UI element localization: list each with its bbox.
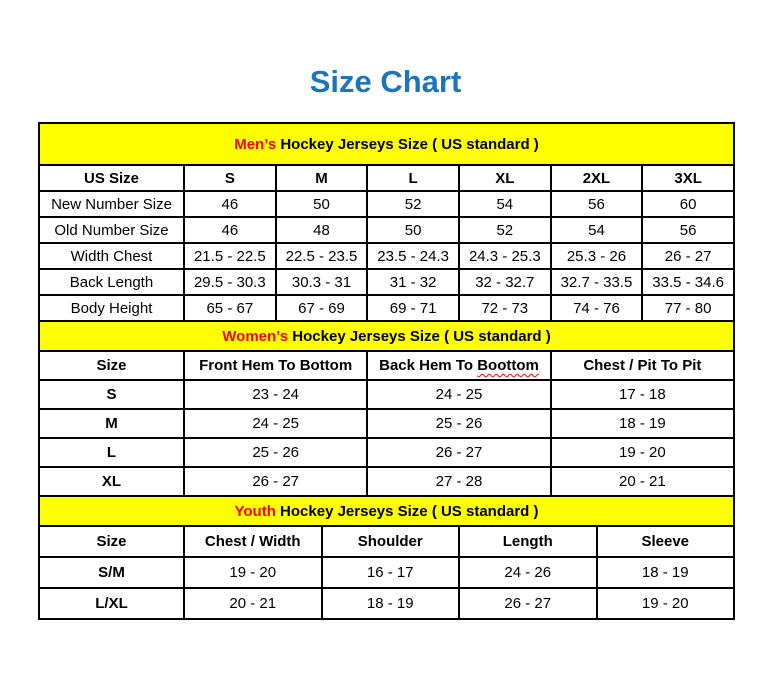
value-cell: 60 (642, 191, 734, 217)
value-cell: 23.5 - 24.3 (367, 243, 459, 269)
value-cell: 77 - 80 (642, 295, 734, 321)
row-label-cell: New Number Size (39, 191, 184, 217)
header-cell: 3XL (642, 165, 734, 191)
value-cell: 26 - 27 (184, 467, 367, 496)
row-label-cell: Body Height (39, 295, 184, 321)
mens-banner-highlight: Men’s (234, 135, 277, 153)
header-cell: Sleeve (597, 526, 735, 557)
value-cell: 19 - 20 (184, 557, 322, 588)
table-row (39, 191, 734, 217)
value-cell: 50 (367, 217, 459, 243)
row-label-cell: L (39, 438, 184, 467)
header-cell: Chest / Width (184, 526, 322, 557)
value-cell: 56 (551, 191, 643, 217)
table-row (39, 557, 734, 588)
value-cell: 56 (642, 217, 734, 243)
header-cell: Shoulder (322, 526, 460, 557)
value-cell: 30.3 - 31 (276, 269, 368, 295)
value-cell: 19 - 20 (597, 588, 735, 619)
row-label-cell: S/M (39, 557, 184, 588)
header-cell: XL (459, 165, 551, 191)
misspelled-word: Boottom (477, 357, 539, 374)
value-cell: 18 - 19 (551, 409, 734, 438)
value-cell: 21.5 - 22.5 (184, 243, 276, 269)
header-cell: US Size (39, 165, 184, 191)
value-cell: 33.5 - 34.6 (642, 269, 734, 295)
value-cell: 25 - 26 (184, 438, 367, 467)
value-cell: 54 (551, 217, 643, 243)
header-cell: M (276, 165, 368, 191)
youth-banner-row (39, 496, 734, 526)
value-cell: 25.3 - 26 (551, 243, 643, 269)
value-cell: 29.5 - 30.3 (184, 269, 276, 295)
value-cell: 17 - 18 (551, 380, 734, 409)
value-cell: 46 (184, 217, 276, 243)
row-label-cell: XL (39, 467, 184, 496)
womens-size-table (38, 320, 735, 497)
table-row (39, 380, 734, 409)
youth-section-banner: Youth Hockey Jerseys Size ( US standard ) (39, 496, 734, 526)
page-title: Size Chart (309, 64, 462, 99)
table-row (39, 295, 734, 321)
value-cell: 74 - 76 (551, 295, 643, 321)
table-row (39, 243, 734, 269)
row-label-cell: S (39, 380, 184, 409)
value-cell: 25 - 26 (367, 409, 550, 438)
value-cell: 31 - 32 (367, 269, 459, 295)
row-label-cell: Back Length (39, 269, 184, 295)
table-row (39, 588, 734, 619)
value-cell: 67 - 69 (276, 295, 368, 321)
value-cell: 46 (184, 191, 276, 217)
header-cell: Size (39, 351, 184, 380)
value-cell: 32.7 - 33.5 (551, 269, 643, 295)
value-cell: 32 - 32.7 (459, 269, 551, 295)
value-cell: 20 - 21 (184, 588, 322, 619)
womens-section-banner: Women’s Hockey Jerseys Size ( US standard ) (39, 321, 734, 351)
table-row (39, 217, 734, 243)
value-cell: 24.3 - 25.3 (459, 243, 551, 269)
mens-size-table (38, 122, 735, 322)
value-cell: 69 - 71 (367, 295, 459, 321)
header-cell: Front Hem To Bottom (184, 351, 367, 380)
table-row (39, 269, 734, 295)
value-cell: 22.5 - 23.5 (276, 243, 368, 269)
value-cell: 54 (459, 191, 551, 217)
header-cell: L (367, 165, 459, 191)
value-cell: 52 (459, 217, 551, 243)
row-label-cell: L/XL (39, 588, 184, 619)
header-cell: Length (459, 526, 597, 557)
header-cell: Chest / Pit To Pit (551, 351, 734, 380)
header-cell: 2XL (551, 165, 643, 191)
youth-size-table (38, 495, 735, 620)
value-cell: 18 - 19 (597, 557, 735, 588)
header-cell: S (184, 165, 276, 191)
value-cell: 20 - 21 (551, 467, 734, 496)
table-row (39, 438, 734, 467)
value-cell: 16 - 17 (322, 557, 460, 588)
value-cell: 65 - 67 (184, 295, 276, 321)
header-cell: Back Hem To Boottom (367, 351, 550, 380)
value-cell: 26 - 27 (367, 438, 550, 467)
youth-header-row (39, 526, 734, 557)
womens-header-row (39, 351, 734, 380)
table-row (39, 467, 734, 496)
row-label-cell: M (39, 409, 184, 438)
value-cell: 24 - 25 (184, 409, 367, 438)
table-row (39, 409, 734, 438)
value-cell: 52 (367, 191, 459, 217)
mens-section-banner: Men’s Hockey Jerseys Size ( US standard ) (39, 123, 734, 165)
womens-banner-highlight: Women’s (222, 327, 289, 345)
row-label-cell: Old Number Size (39, 217, 184, 243)
header-cell: Size (39, 526, 184, 557)
value-cell: 24 - 26 (459, 557, 597, 588)
mens-banner-row (39, 123, 734, 165)
value-cell: 18 - 19 (322, 588, 460, 619)
youth-banner-highlight: Youth (234, 502, 276, 520)
womens-banner-row (39, 321, 734, 351)
value-cell: 27 - 28 (367, 467, 550, 496)
value-cell: 48 (276, 217, 368, 243)
value-cell: 72 - 73 (459, 295, 551, 321)
value-cell: 26 - 27 (459, 588, 597, 619)
value-cell: 26 - 27 (642, 243, 734, 269)
value-cell: 19 - 20 (551, 438, 734, 467)
value-cell: 23 - 24 (184, 380, 367, 409)
value-cell: 24 - 25 (367, 380, 550, 409)
row-label-cell: Width Chest (39, 243, 184, 269)
size-chart-content (38, 0, 733, 620)
value-cell: 50 (276, 191, 368, 217)
mens-header-row (39, 165, 734, 191)
